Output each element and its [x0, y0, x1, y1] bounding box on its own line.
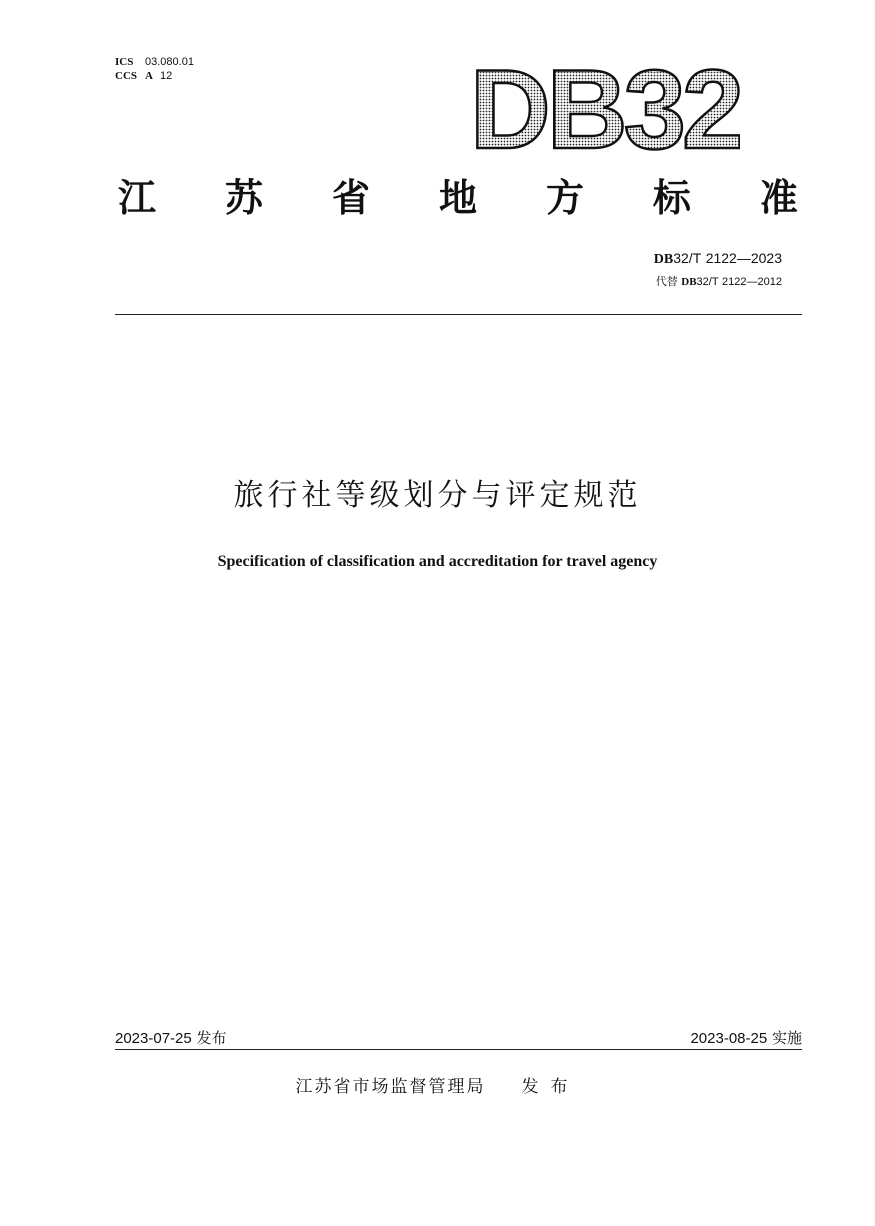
standard-type-char: 准 [759, 176, 798, 220]
ccs-sub: A [145, 70, 153, 82]
code-prefix: DB [653, 252, 674, 267]
issuer-name: 江苏省市场监督管理局 [295, 1077, 486, 1097]
standard-type-char: 江 [118, 176, 157, 220]
issue-date-value: 2023-07-25 [115, 1030, 192, 1047]
code-number: 2122—2023 [705, 250, 782, 266]
replaces-prefix: DB [681, 276, 697, 288]
standard-type-char: 地 [438, 176, 477, 220]
issue-label: 发布 [196, 1029, 227, 1047]
title-chinese: 旅行社等级划分与评定规范 [233, 478, 642, 513]
standard-number [654, 248, 782, 291]
replaces-code [654, 273, 782, 291]
replaces-label: 代替 [655, 275, 678, 288]
replaces-number: 2122—2012 [722, 276, 782, 288]
ics-label: ICS [115, 56, 134, 68]
implementation-label: 实施 [771, 1029, 802, 1047]
title-english: Specification of classification and accreditation for travel agency [217, 553, 658, 570]
issue-date [115, 1028, 227, 1049]
code-series: 32/T [673, 250, 702, 266]
ccs-label: CCS [115, 70, 138, 82]
standard-type-char: 苏 [224, 176, 263, 220]
standard-type-char: 省 [331, 176, 370, 220]
issuer-action: 发布 [521, 1077, 580, 1097]
standard-type-char: 标 [652, 176, 691, 220]
implementation-date [690, 1028, 802, 1049]
ics-value: 03.080.01 [145, 56, 194, 68]
standard-type-char: 方 [545, 176, 584, 220]
bottom-divider [115, 1049, 802, 1050]
replaces-series: 32/T [696, 276, 719, 288]
implementation-date-value: 2023-08-25 [690, 1030, 768, 1047]
classification-codes [115, 55, 194, 83]
standard-type [118, 170, 798, 226]
ics-code [115, 55, 194, 69]
ccs-code [115, 69, 194, 83]
top-divider [115, 314, 802, 315]
db32-logo [470, 50, 740, 162]
issuer [0, 1076, 875, 1098]
standard-code [654, 248, 782, 270]
logo-text: DB32 [470, 50, 740, 162]
ccs-value: 12 [159, 70, 173, 82]
